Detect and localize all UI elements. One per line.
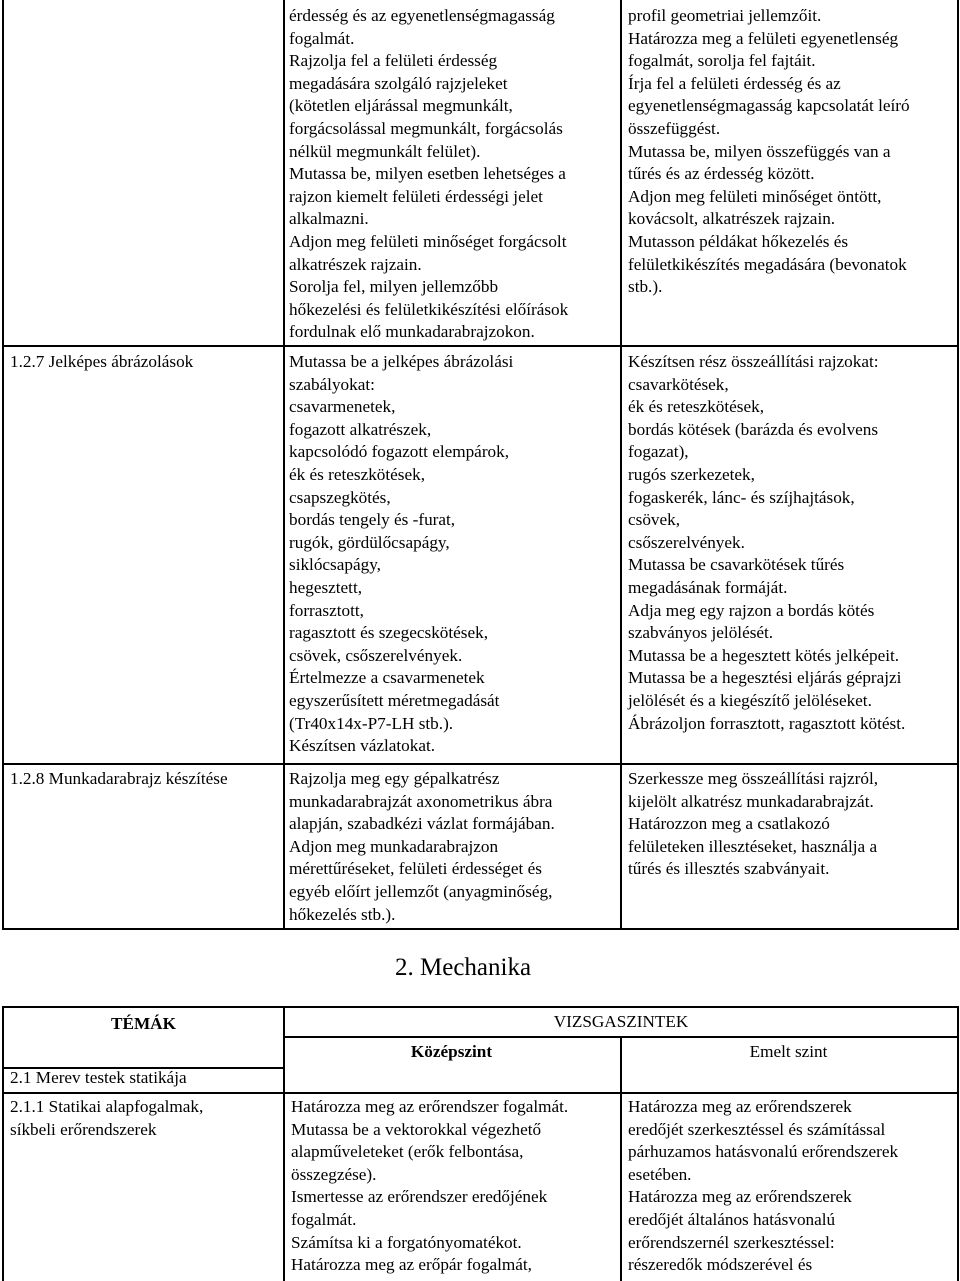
- text-line: fogazat),: [628, 442, 689, 462]
- table-cell-topic: [10, 1096, 203, 1141]
- table-cell-topic: [10, 351, 193, 374]
- text-line: rajzon kiemelt felületi érdességi jelet: [289, 186, 543, 206]
- text-line: egyszerűsített méretmegadását: [289, 690, 500, 710]
- text-line: felületkikészítés megadására (bevonatok: [628, 254, 907, 274]
- text-line: rugók, gördülőcsapágy,: [289, 532, 450, 552]
- text-line: Határozza meg a felületi egyenetlenség: [628, 28, 899, 48]
- text-line: Rajzolja fel a felületi érdesség: [289, 51, 498, 71]
- text-line: megadásának formáját.: [628, 577, 788, 597]
- text-line: csövek, csőszerelvények.: [289, 645, 463, 665]
- text-line: Számítsa ki a forgatónyomatékot.: [291, 1232, 522, 1252]
- text-line: fordulnak elő munkadarabrajzokon.: [289, 322, 535, 342]
- text-line: jelölését és a kiegészítő jelöléseket.: [628, 690, 872, 710]
- text-line: 1.2.7 Jelképes ábrázolások: [10, 352, 194, 371]
- text-line: kapcsolódó fogazott elempárok,: [289, 442, 510, 462]
- text-line: esetében.: [628, 1164, 692, 1184]
- text-line: munkadarabrajzát axonometrikus ábra: [289, 791, 553, 811]
- text-line: fogazott alkatrészek,: [289, 419, 432, 439]
- table2-row-separator: [2, 1092, 959, 1094]
- text-line: Határozza meg az erőrendszer fogalmát.: [291, 1097, 569, 1116]
- text-line: (kötetlen eljárással megmunkált,: [289, 96, 513, 116]
- text-line: Ábrázoljon forrasztott, ragasztott kötést.: [628, 713, 906, 733]
- text-line: ék és reteszkötések,: [628, 397, 765, 417]
- table-cell-topic: [10, 1067, 187, 1090]
- text-line: Mutasson példákat hőkezelés és: [628, 231, 849, 251]
- text-line: nélkül megmunkált felület).: [289, 141, 481, 161]
- header-vizsgaszintek: VIZSGASZINTEK: [553, 1012, 689, 1031]
- header-kozepszint: Középszint: [410, 1042, 493, 1061]
- text-line: siklócsapágy,: [289, 555, 381, 575]
- text-line: Adjon meg munkadarabrajzon: [289, 836, 499, 856]
- text-line: szabályokat:: [289, 374, 375, 394]
- text-line: hegesztett,: [289, 577, 363, 597]
- text-line: Mutassa be a hegesztett kötés jelképeit.: [628, 645, 900, 665]
- table1-row-separator: [2, 763, 959, 765]
- text-line: Mutassa be, milyen összefüggés van a: [628, 141, 891, 161]
- table-cell-emelt-szint: [628, 1096, 898, 1277]
- header-temak: TÉMÁK: [111, 1014, 176, 1033]
- table1-row-separator: [2, 345, 959, 347]
- text-line: Adjon meg felületi minőséget forgácsolt: [289, 231, 567, 251]
- text-line: szabványos jelölését.: [628, 623, 774, 643]
- text-line: ragasztott és szegecskötések,: [289, 623, 489, 643]
- table1-divider-2: [620, 0, 622, 930]
- text-line: alapján, szabadkézi vázlat formájában.: [289, 814, 555, 834]
- text-line: Értelmezze a csavarmenetek: [289, 668, 485, 688]
- text-line: kovácsolt, alkatrészek rajzain.: [628, 209, 836, 229]
- text-line: felületeken illesztéseket, használja a: [628, 836, 878, 856]
- text-line: síkbeli erőrendszerek: [10, 1119, 157, 1139]
- section-heading: 2. Mechanika: [395, 954, 532, 981]
- text-line: csavarkötések,: [628, 374, 729, 394]
- text-line: Készítsen vázlatokat.: [289, 736, 436, 756]
- text-line: 1.2.8 Munkadarabrajz készítése: [10, 769, 228, 788]
- text-line: alkatrészek rajzain.: [289, 254, 422, 274]
- text-line: tűrés és illesztés szabványait.: [628, 859, 830, 879]
- text-line: Határozza meg az erőrendszerek: [628, 1097, 852, 1116]
- table-cell-emelt-szint: [628, 768, 878, 881]
- text-line: erőrendszernél szerkesztéssel:: [628, 1232, 835, 1252]
- table-cell-topic: [10, 768, 228, 791]
- table-cell-emelt-szint: [628, 351, 905, 735]
- text-line: csőszerelvények.: [628, 532, 745, 552]
- text-line: Készítsen rész összeállítási rajzokat:: [628, 352, 879, 371]
- table1-divider-1: [283, 0, 285, 930]
- text-line: egyenetlenségmagasság kapcsolatát leíró: [628, 96, 910, 116]
- table-cell-kozepszint: [289, 351, 513, 758]
- text-line: bordás tengely és -furat,: [289, 510, 456, 530]
- text-line: Határozza meg az erőpár fogalmát,: [291, 1255, 532, 1275]
- table-cell-kozepszint: [289, 5, 568, 344]
- text-line: 2.1.1 Statikai alapfogalmak,: [10, 1097, 204, 1116]
- table1-border-right: [957, 0, 959, 930]
- text-line: Szerkessze meg összeállítási rajzról,: [628, 769, 879, 788]
- table2-divider-2: [620, 1037, 622, 1281]
- table-cell-emelt-szint: [628, 5, 910, 299]
- table2-border-left: [2, 1006, 4, 1281]
- text-line: párhuzamos hatásvonalú erőrendszerek: [628, 1142, 899, 1162]
- text-line: fogalmát, sorolja fel fajtáit.: [628, 51, 816, 71]
- text-line: rugós szerkezetek,: [628, 464, 755, 484]
- text-line: Adjon meg felületi minőséget öntött,: [628, 186, 882, 206]
- text-line: Határozza meg az erőrendszerek: [628, 1187, 852, 1207]
- text-line: Mutassa be a hegesztési eljárás géprajzi: [628, 668, 902, 688]
- text-line: csavarmenetek,: [289, 397, 396, 417]
- text-line: csövek,: [628, 510, 681, 530]
- text-line: Írja fel a felületi érdesség és az: [628, 73, 841, 93]
- text-line: fogalmát.: [291, 1209, 357, 1229]
- text-line: Mutassa be csavarkötések tűrés: [628, 555, 845, 575]
- text-line: összefüggést.: [628, 118, 721, 138]
- text-line: stb.).: [628, 277, 663, 297]
- text-line: bordás kötések (barázda és evolvens: [628, 419, 879, 439]
- table-cell-kozepszint: [291, 1096, 568, 1277]
- text-line: 2.1 Merev testek statikája: [10, 1068, 187, 1087]
- text-line: profil geometriai jellemzőit.: [628, 6, 822, 25]
- text-line: Mutassa be, milyen esetben lehetséges a: [289, 164, 566, 184]
- text-line: részeredők módszerével és: [628, 1255, 813, 1275]
- text-line: Mutassa be a vektorokkal végezhető: [291, 1119, 542, 1139]
- text-line: mérettűréseket, felületi érdességet és: [289, 859, 542, 879]
- text-line: egyéb előírt jellemzőt (anyagminőség,: [289, 881, 553, 901]
- text-line: összegzése).: [291, 1164, 377, 1184]
- text-line: Mutassa be a jelképes ábrázolási: [289, 352, 514, 371]
- header-emelt-szint: Emelt szint: [749, 1042, 828, 1061]
- text-line: ék és reteszkötések,: [289, 464, 426, 484]
- text-line: Adja meg egy rajzon a bordás kötés: [628, 600, 875, 620]
- table2-border-top: [2, 1006, 959, 1008]
- text-line: Határozzon meg a csatlakozó: [628, 814, 830, 834]
- table1-border-left: [2, 0, 4, 930]
- text-line: érdesség és az egyenetlenségmagasság: [289, 6, 555, 25]
- text-line: alkalmazni.: [289, 209, 369, 229]
- table-cell-kozepszint: [289, 768, 555, 926]
- text-line: (Tr40x14x-P7-LH stb.).: [289, 713, 454, 733]
- text-line: forgácsolással megmunkált, forgácsolás: [289, 118, 563, 138]
- text-line: kijelölt alkatrész munkadarabrajzát.: [628, 791, 874, 811]
- text-line: hőkezelési és felületkikészítési előírások: [289, 299, 569, 319]
- text-line: Ismertesse az erőrendszer eredőjének: [291, 1187, 548, 1207]
- table2-header-separator: [283, 1036, 959, 1038]
- text-line: fogaskerék, lánc- és szíjhajtások,: [628, 487, 855, 507]
- text-line: megadására szolgáló rajzjeleket: [289, 73, 508, 93]
- text-line: alapműveleteket (erők felbontása,: [291, 1142, 524, 1162]
- text-line: fogalmát.: [289, 28, 355, 48]
- text-line: Sorolja fel, milyen jellemzőbb: [289, 277, 499, 297]
- text-line: eredőjét szerkesztéssel és számítással: [628, 1119, 886, 1139]
- text-line: Rajzolja meg egy gépalkatrész: [289, 769, 500, 788]
- table2-border-right: [957, 1006, 959, 1281]
- text-line: forrasztott,: [289, 600, 364, 620]
- text-line: hőkezelés stb.).: [289, 904, 396, 924]
- text-line: csapszegkötés,: [289, 487, 391, 507]
- table1-border-bottom: [2, 928, 959, 930]
- text-line: tűrés és az érdesség között.: [628, 164, 815, 184]
- text-line: eredőjét általános hatásvonalú: [628, 1209, 836, 1229]
